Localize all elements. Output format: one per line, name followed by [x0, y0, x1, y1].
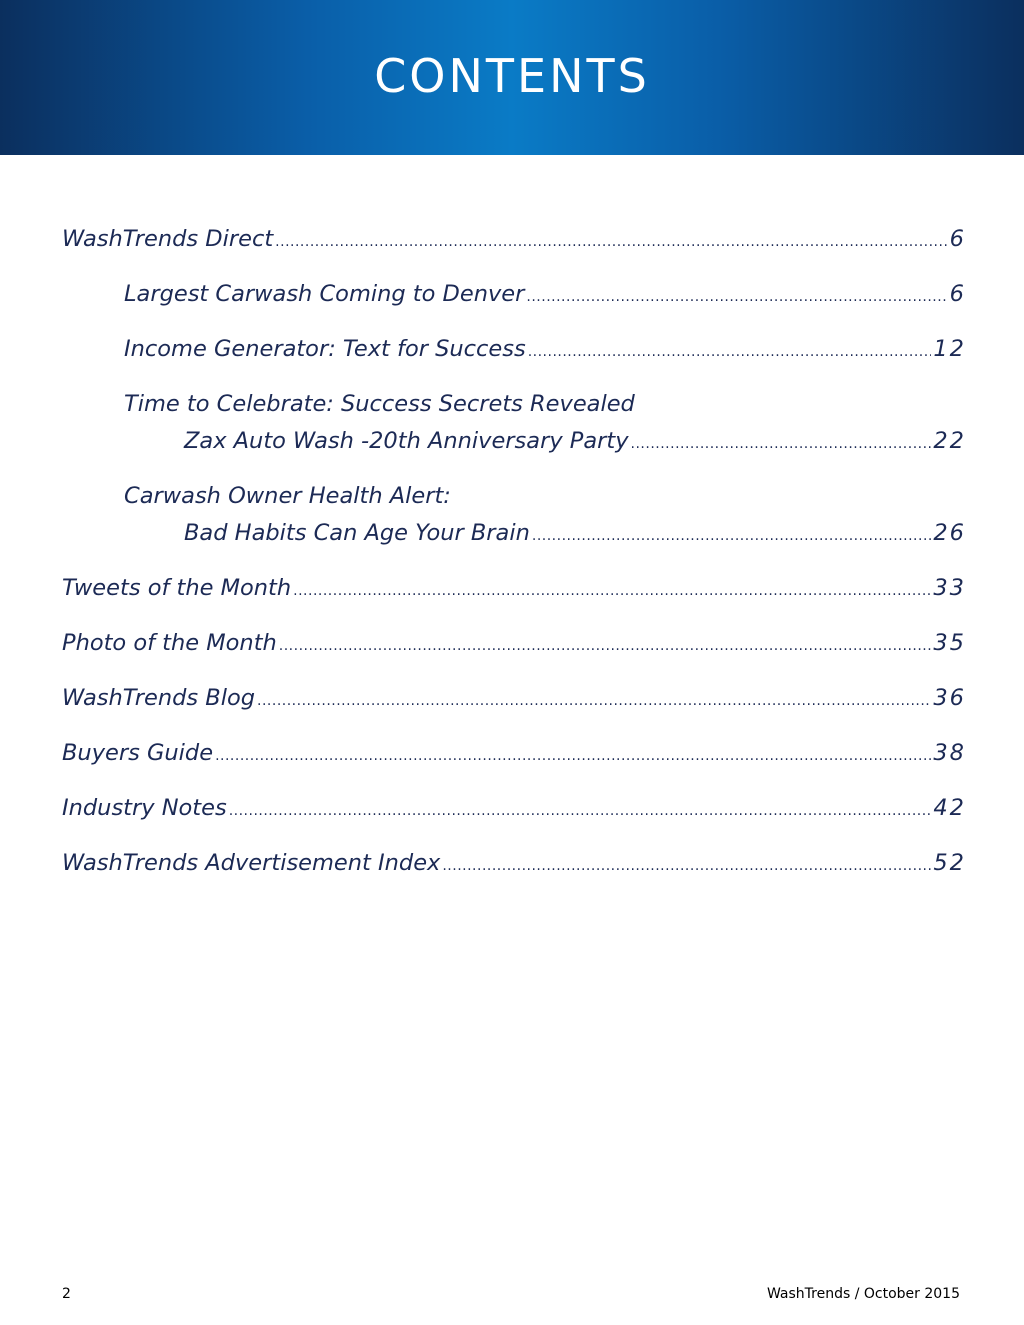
toc-entry-label: Time to Celebrate: Success Secrets Revealed: [124, 391, 635, 417]
dot-leader: [526, 279, 947, 316]
toc-entry[interactable]: [62, 331, 966, 371]
toc-entry-page: 35: [933, 630, 966, 656]
toc-entry-label: WashTrends Advertisement Index: [62, 850, 441, 876]
dot-leader: [532, 518, 931, 555]
toc-entry[interactable]: [62, 790, 966, 830]
toc-entry-page: 36: [933, 685, 966, 711]
toc-entry-heading: [62, 386, 966, 423]
toc-entry-page: 12: [933, 336, 966, 362]
toc-entry-page: 38: [933, 740, 966, 766]
dot-leader: [229, 793, 932, 830]
toc-entry-page: 6: [949, 226, 966, 252]
dot-leader: [215, 738, 931, 775]
dot-leader: [442, 848, 931, 885]
toc-entry[interactable]: [62, 423, 966, 463]
toc-entry-label: Zax Auto Wash -20th Anniversary Party: [184, 428, 629, 454]
toc-entry-label: Carwash Owner Health Alert:: [124, 483, 451, 509]
toc-entry-page: 6: [949, 281, 966, 307]
toc-entry-label: Buyers Guide: [62, 740, 214, 766]
toc-entry-label: Largest Carwash Coming to Denver: [124, 281, 525, 307]
footer-publication: WashTrends / October 2015: [766, 1286, 960, 1302]
page-footer: [62, 1286, 960, 1302]
toc-entry-page: 42: [933, 795, 966, 821]
toc-entry[interactable]: [62, 221, 966, 261]
toc-entry-page: 22: [933, 428, 966, 454]
toc-entry-label: WashTrends Direct: [62, 226, 274, 252]
toc-entry-page: 33: [933, 575, 966, 601]
toc-entry[interactable]: [62, 735, 966, 775]
page-title: CONTENTS: [374, 48, 650, 103]
toc-entry[interactable]: [62, 515, 966, 555]
dot-leader: [293, 573, 931, 610]
toc-entry-label: Photo of the Month: [62, 630, 277, 656]
toc-entry[interactable]: [62, 845, 966, 885]
contents-banner: [0, 0, 1024, 155]
toc-entry-heading: [62, 478, 966, 515]
dot-leader: [275, 224, 948, 261]
toc-entry-label: Income Generator: Text for Success: [124, 336, 526, 362]
toc-entry-page: 52: [933, 850, 966, 876]
toc-entry[interactable]: [62, 276, 966, 316]
toc-entry-label: Industry Notes: [62, 795, 227, 821]
toc-entry[interactable]: [62, 570, 966, 610]
toc-entry-label: Bad Habits Can Age Your Brain: [184, 520, 530, 546]
toc-entry-page: 26: [933, 520, 966, 546]
toc-entry-label: Tweets of the Month: [62, 575, 292, 601]
dot-leader: [279, 628, 932, 665]
toc-entry-label: WashTrends Blog: [62, 685, 256, 711]
table-of-contents: [62, 221, 966, 900]
dot-leader: [257, 683, 931, 720]
toc-entry[interactable]: [62, 680, 966, 720]
dot-leader: [631, 426, 932, 463]
toc-entry[interactable]: [62, 625, 966, 665]
dot-leader: [528, 334, 932, 371]
footer-page-number: 2: [62, 1286, 71, 1302]
